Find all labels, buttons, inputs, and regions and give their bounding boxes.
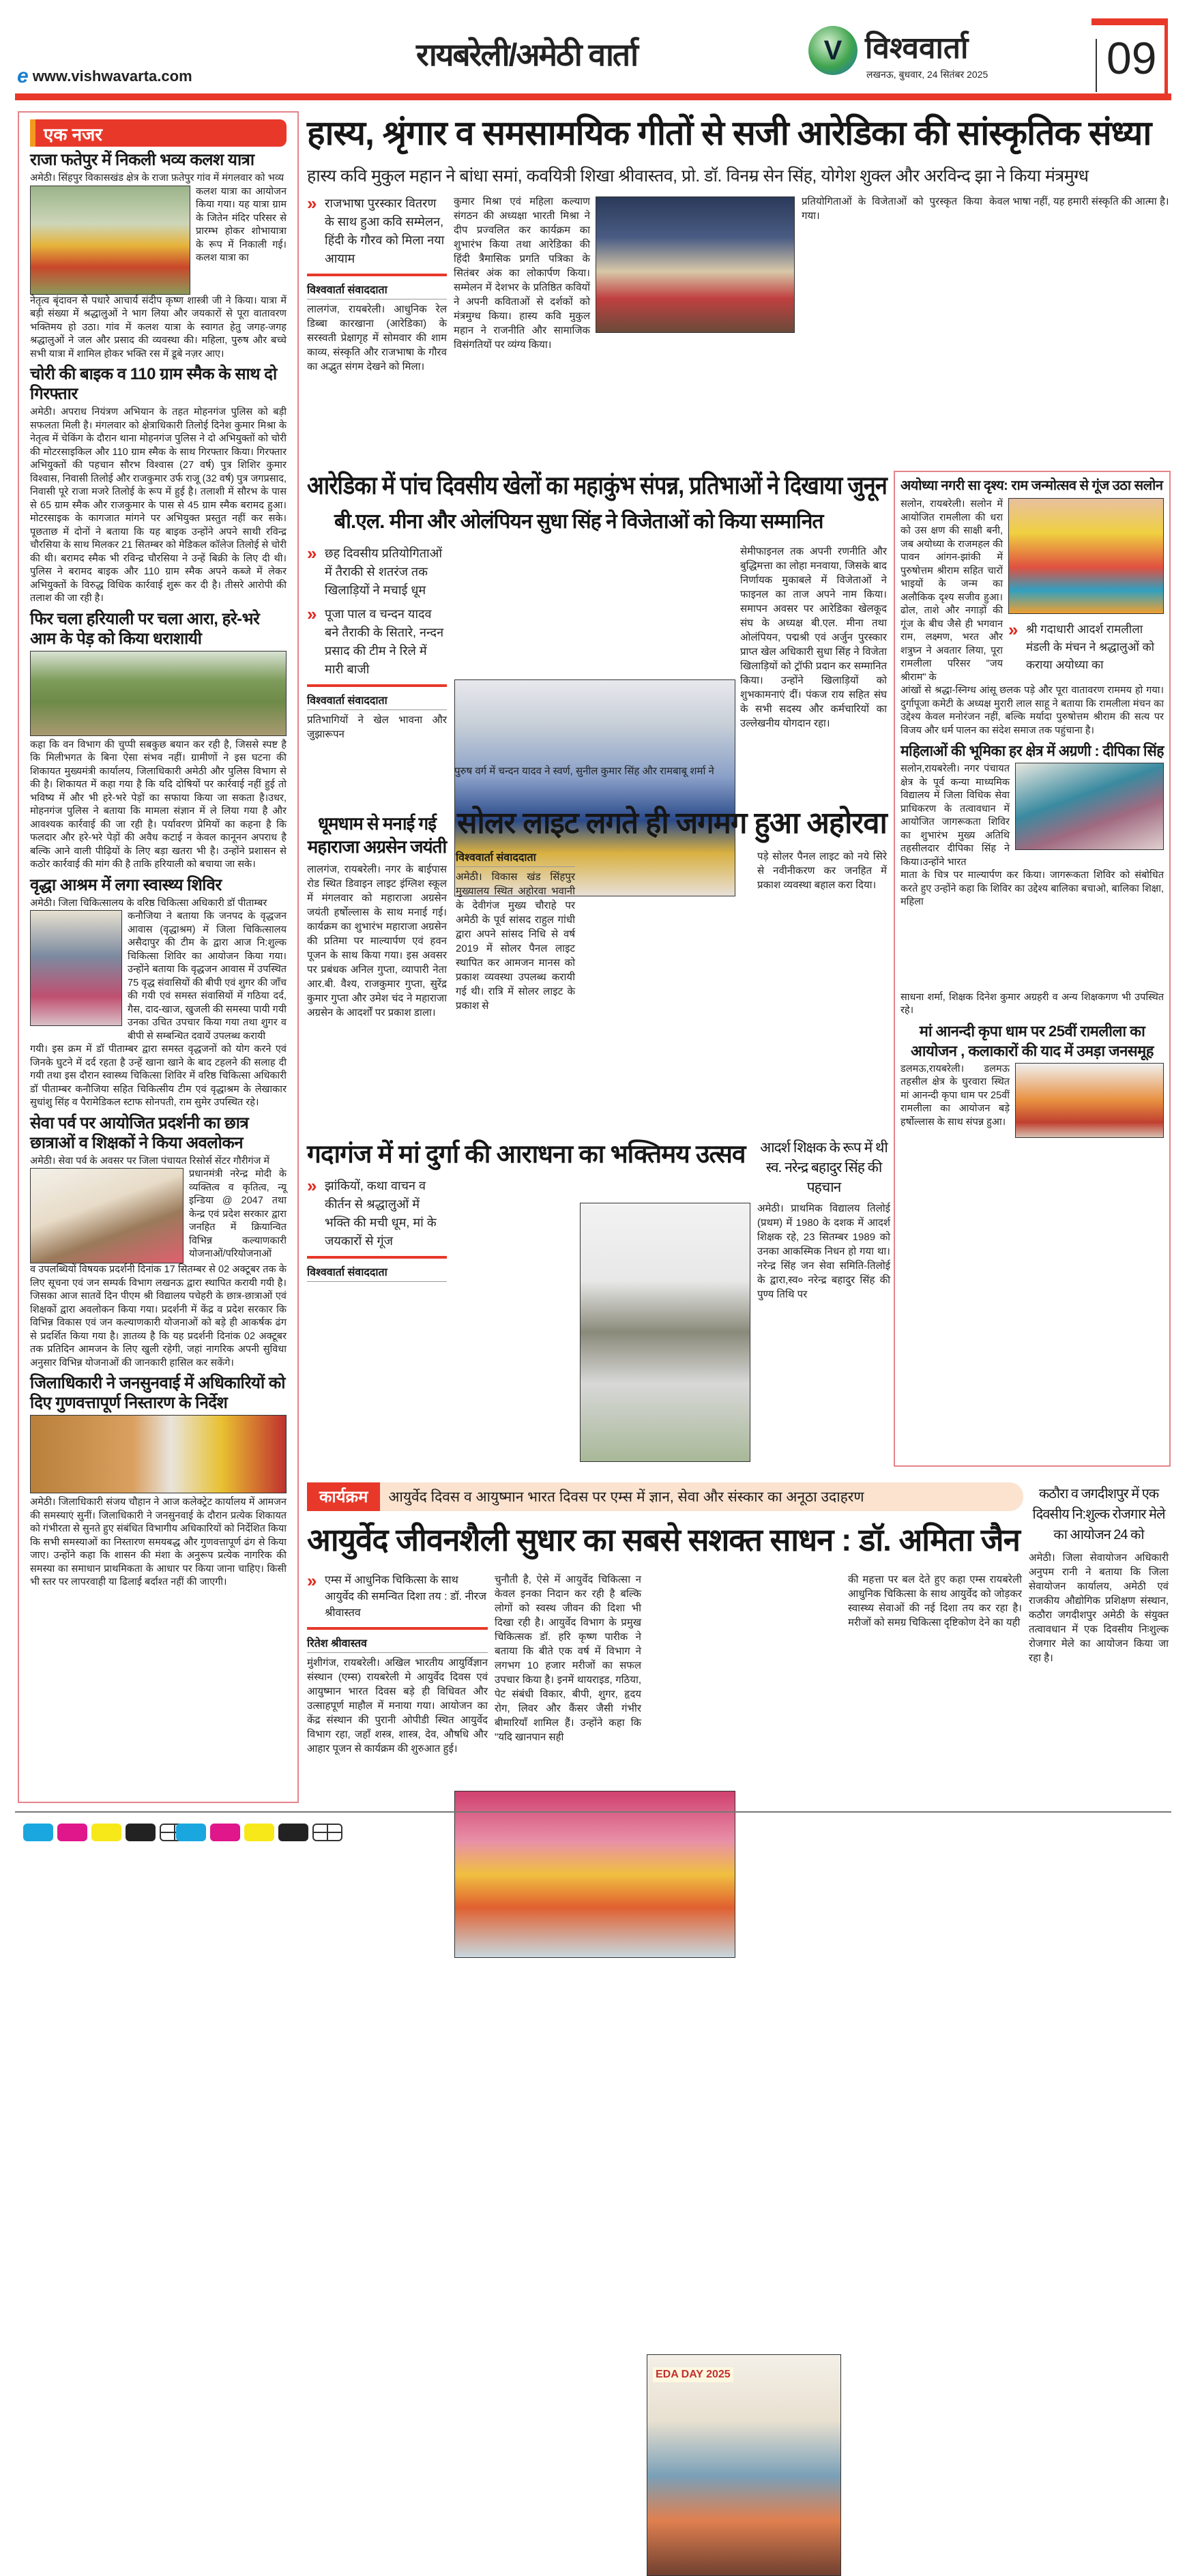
karyakram-bar — [307, 1482, 1023, 1511]
cyan-swatch — [176, 1824, 206, 1841]
ek-nazar-column — [18, 111, 299, 1803]
story-text: माता के चित्र पर माल्यार्पण कर किया। जागरूकता शिविर को संबोधित करते हुए उन्होंने कहा कि शिविर का उद्देश्य बालिका बचाओ, बालिका शिक्षा, महिला — [900, 870, 1164, 907]
story-text: पुरुष वर्ग में चन्दन यादव ने स्वर्ण, सुनील कुमार सिंह और रामबाबू शर्मा ने — [454, 765, 714, 777]
solar-headline: सोलर लाइट लगते ही जगमग हुआ अहोरवा — [457, 806, 887, 840]
magenta-swatch — [210, 1824, 240, 1841]
byline: विश्ववार्ता संवाददाता — [307, 282, 447, 299]
story-text: व उपलब्धियों विषयक प्रदर्शनी दिनांक 17 सितम्बर से 02 अक्टूबर तक के लिए सूचना एवं जन सम्पर्क विभाग लखनऊ द्वारा स्थापित करायी गयी है। जिसका आज सातवें दिन पीएम श्री विद्यालय पचेहरी के छात्र-छात्राओं एवं शिक्षकों द्वारा अवलोकन किया गया। प्रदर्शनी में केंद्र व प्रदेश सरकार कि विभिन्न विकास एवं जन कल्याणकारी योजनाओं को बड़े ही आकर्षक ढंग से प्रदर्शित किया गया है। ज्ञातव्य है कि यह प्रदर्शनी दिनांक 02 अक्टूबर तक प्रतिदिन आमजन के लिए खुली रहेगी, जहां नागरिक अपनी सुविधा अनुसार विभिन्न योजनाओं की जानकारी हासिल कर सकेंगे। — [30, 1264, 287, 1368]
ramleela-stage-photo — [1008, 498, 1164, 614]
story-text: सलोन, रायबरेली। सलोन में आयोजित रामलीला की धरा को उस क्षण की साक्षी बनी, जब अयोध्या के राजमहल की पावन आंगन-झांकी में पुरुषोत्तम श्रीराम सहित चारों भाइयों के जन्म का अलौकिक दृश्य सजीव हुआ। ढोल, ताशे और नगाड़ों की गूंज के बीच जैसे ही भगवान राम, लक्ष्मण, भरत और शत्रुघ्न ने अवतार लिया, पूरा रामलीला परिसर "जय श्रीराम" के — [900, 499, 1003, 683]
ayurveda-highlight: » एम्स में आधुनिक चिकित्सा के साथ आयुर्वेद की समन्वित दिशा तय : डॉ. नीरज श्रीवास्तव — [307, 1570, 487, 1619]
byline: विश्ववार्ता संवाददाता — [456, 849, 575, 867]
headline-health-camp: वृद्धा आश्रम में लगा स्वास्थ्य शिविर — [30, 875, 222, 894]
kalash-yatra-photo — [30, 186, 190, 295]
story-text: प्रतियोगिताओं के विजेताओं को पुरस्कृत किया गया। — [802, 196, 982, 222]
story-text: केवल भाषा नहीं, यह हमारी संस्कृति की आत्मा है। — [989, 196, 1169, 207]
story-text: डलमऊ,रायबरेली। डलमऊ तहसील क्षेत्र के घुरवारा स्थित मां आनन्दी कृपा धाम पर 25वीं रामलीला का आयोजन बड़े हर्षोल्लास के साथ संपन्न हुआ। — [900, 1063, 1010, 1128]
teacher-headline: आदर्श शिक्षक के रूप में थी स्व. नरेन्द्र बहादुर सिंह की पहचान — [760, 1140, 888, 1195]
headline-bike-smack: चोरी की बाइक व 110 ग्राम स्मैक के साथ दो गिरफ्तार — [30, 365, 277, 403]
story-text: आंखों से श्रद्धा-स्निग्ध आंसू छलक पड़े और पूरा वातावरण राममय हो गया। दुर्गापूजा कमेटी के अध्यक्ष मुरारी लाल साहू ने बताया कि रामलीला मंचन का उद्देश्य केवल मनोरंजन नहीं, बल्कि मर्यादा पुरुषोत्तम श्रीराम की सत्य पर विजय और धर्म पालन का संदेश समाज तक पहुंचाना है। — [900, 685, 1164, 736]
durga-highlight: » झांकियों, कथा वाचन व कीर्तन से श्रद्धालुओं में भक्ति की मची धूम, मां के जयकारों से गूंज — [307, 1175, 437, 1248]
story-text: प्रतिभागियों ने खेल भावना और जुझारूपन — [307, 714, 447, 740]
games-headline: आरेडिका में पांच दिवसीय खेलों का महाकुंभ संपन्न, प्रतिभाओं ने दिखाया जुनून — [307, 471, 887, 499]
browser-e-icon: e — [17, 65, 29, 87]
story-text: अमेठी। विकास खंड सिंहपुर मुख्यालय स्थित अहोरवा भवानी के देवीगंज मुख्य चौराहे पर अमेठी के पूर्व सांसद राहुल गांधी द्वारा अपने सांसद निधि से वर्ष 2019 में सोलर पैनल लाइट स्थापित कर आमजन मानस को प्रकाश व्यवस्था उपलब्ध करायी गई थी। रात्रि में सोलर लाइट के प्रकाश से — [456, 871, 575, 1012]
chevron-icon: » — [307, 1175, 317, 1196]
registration-marks — [23, 1824, 194, 1841]
brand-name: विश्ववार्ता — [865, 31, 969, 65]
headline-kalash-yatra: राजा फतेपुर में निकली भव्य कलश यात्रा — [30, 151, 254, 169]
ek-nazar-label: एक नजर — [30, 119, 287, 147]
story-text: कहा कि वन विभाग की चुप्पी सबकुछ बयान कर रही है, जिससे स्पष्ट है कि मिलीभगत के बिना ऐसा संभव नहीं। ग्रामीणों ने इस घटना की शिकायत मुख्यमंत्री कार्यालय, जिलाधिकारी अमेठी और पुलिस विभाग से की है। शिकायत में कहा गया है कि यदि दोषियों पर कार्रवाई नहीं हुई तो भविष्य में और भी हरे-भरे पेड़ों का सफाया किया जा सकता है।उधर, मोहनगंज पुलिस ने बताया कि मामला संज्ञान में ले लिया गया है और आवश्यक कार्रवाई की जा रही है। पर्यावरण प्रेमियों का कहना है कि फलदार और हरे-भरे पेड़ों की अवैध कटाई न केवल कानूनन अपराध है बल्कि आने वाली पीढ़ियों के लिए बड़ा खतरा भी है। उन्होंने प्रशासन से कठोर कार्रवाई की मांग की है ताकि हरियाली को बचाया जा सके। — [30, 739, 287, 870]
lead-subheadline: हास्य कवि मुकुल महान ने बांधा समां, कवयित्री शिखा श्रीवास्तव, प्रो. डॉ. विनम्र सेन सिंह, योगेश शुक्ल और अरविन्द झा ने किया मंत्रमुग्ध — [307, 166, 1089, 186]
yellow-swatch — [91, 1824, 121, 1841]
masthead — [0, 0, 1187, 102]
story-lead: अमेठी। सिंहपुर विकासखंड क्षेत्र के राजा फ़तेपुर गांव में मंगलवार को भव्य — [30, 173, 284, 184]
story-text: लालगंज, रायबरेली। नगर के बाईपास रोड स्थित डिवाइन लाइट इंग्लिश स्कूल में मंगलवार को महाराजा अग्रसेन जयंती हर्षोल्लास के साथ मनाई गई। कार्यक्रम का शुभारंभ महाराजा अग्रसेन की प्रतिमा पर माल्यार्पण एवं हवन पूजन के साथ किया गया। इस अवसर पर प्रबंधक अनिल गुप्ता, व्यापारी नेता आर.बी. वैश्य, राजकुमार गुप्ता, सुरेंद्र कुमार गुप्ता और उमेश चंद ने महाराजा अग्रसेन के आदर्शों पर प्रकाश डाला। — [307, 864, 447, 1019]
section-title: रायबरेली/अमेठी वार्ता — [416, 37, 638, 72]
story-text: की महत्ता पर बल देते हुए कहा एम्स रायबरेली आधुनिक चिकित्सा के साथ आयुर्वेद को जोड़कर स्वास्थ्य सेवाओं की नई दिशा तय कर रहा है। मरीजों को समग्र चिकित्सा दृष्टिकोण देने का यही — [848, 1574, 1022, 1628]
awareness-camp-photo — [1015, 763, 1164, 850]
agrasen-headline: धूमधाम से मनाई गई महाराजा अग्रसेन जयंती — [307, 813, 447, 857]
story-lead: अमेठी। सेवा पर्व के अवसर पर जिला पंचायत रिसोर्स सेंटर गौरीगंज में — [30, 1155, 270, 1167]
chevron-icon: » — [1008, 619, 1019, 640]
headline-tree-cutting: फिर चला हरियाली पर चला आरा, हरे-भरे आम के पेड़ को किया धराशायी — [30, 609, 260, 648]
health-camp-photo — [30, 910, 122, 1026]
games-highlight: » पूजा पाल व चन्दन यादव बने तैराकी के सितारे, नन्दन प्रसाद की टीम ने रिले में मारी बाजी — [307, 604, 444, 676]
story-text: अमेठी। जिलाधिकारी संजय चौहान ने आज कलेक्ट्रेट कार्यालय में आमजन की समस्याएं सुनीं। जिलाधिकारी ने जनसुनवाई के दौरान प्रत्येक शिकायत को गंभीरता से सुनते हुए संबंधित विभागीय अधिकारियों को निर्देशित किया कि सभी समस्याओं का निस्तारण समयबद्ध और गुणवत्तापूर्ण ढंग से किया जाए। उन्होंने कहा कि शासन की मंशा के अनुरूप प्रत्येक नागरिक की समस्या का समाधान प्राथमिकता के आधार पर किया जाना चाहिए। किसी भी स्तर पर लापरवाही या ढिलाई बर्दाश्त नहीं की जाएगी। — [30, 1497, 287, 1587]
photo-banner-text: EDA DAY 2025 — [653, 2367, 733, 2382]
cyan-swatch — [23, 1824, 53, 1841]
byline: रितेश श्रीवास्तव — [307, 1635, 488, 1653]
story-text: चुनौती है, ऐसे में आयुर्वेद चिकित्सा न केवल इनका निदान कर रही है बल्कि लोगों को स्वस्थ जीवन की दिशा भी दिखा रही है। आयुर्वेद विभाग के प्रमुख चिकित्सक डॉ. हरि कृष्ण पारीक ने बताया कि बीते एक वर्ष में विभाग ने लगभग 10 हजार मरीजों का सफल उपचार किया है। इनमें थायराइड, गठिया, पेट संबंधी विकार, बीपी, शुगर, हृदय रोग, लिवर और कैंसर जैसी गंभीर बीमारियाँ शामिल हैं। उन्होंने कहा कि "यदि खानपान सही — [495, 1574, 641, 1743]
poets-stage-photo — [596, 196, 795, 333]
website-link[interactable]: e www.vishwavarta.com — [17, 65, 192, 87]
story-text: प्रधानमंत्री नरेन्द्र मोदी के व्यक्तित्व व कृतित्व, न्यू इन्डिया @ 2047 तथा केन्द्र एवं प्रदेश सरकार द्वारा जनहित में क्रियान्वित विभिन्न कल्याणकारी योजनाओं/परियोजनाओं — [189, 1169, 287, 1259]
headline-jansunwai: जिलाधिकारी ने जनसुनवाई में अधिकारियों को दिए गुणवत्तापूर्ण निस्तारण के निर्देश — [30, 1374, 285, 1412]
story-text: नेतृत्व बृंदावन से पधारे आचार्य संदीप कृष्ण शास्त्री जी ने किया। यात्रा में बड़ी संख्या में श्रद्धालुओं ने भाग लिया और जयकारों से पूरा वातावरण भक्तिमय हो उठा। गांव में कलश यात्रा के स्वागत हेतु जगह-जगह श्रद्धालुओं ने जल और प्रसाद की व्यवस्था की। महिला, पुरुष और बच्चे सभी यात्रा में शामिल होकर भक्ति रस में डूबे नज़र आए। — [30, 295, 287, 360]
dateline: लखनऊ, बुधवार, 24 सितंबर 2025 — [866, 69, 988, 80]
right-column-box — [894, 471, 1171, 1467]
story-text: कलश यात्रा का आयोजन किया गया। यह यात्रा ग्राम के जितेन मंदिर परिसर से प्रारम्भ होकर शोभायात्रा के रूप में निकाली गई। कलश यात्रा का — [196, 186, 287, 263]
story-text: मुंशीगंज, रायबरेली। अखिल भारतीय आयुर्विज्ञान संस्थान (एम्स) रायबरेली मे आयुर्वेद दिवस एवं आयुष्मान भारत दिवस बड़े ही विधिवत और उत्साहपूर्ण माहौल में मनाया गया। आयोजन का केंद्र संस्थान की पुरानी ओपीडी स्थित आयुर्वेद विभाग रहा, जहाँ शस्त्र, शास्त्र, देव, औषधि और आहार पूजन से कार्यक्रम की शुरुआत हुई। — [307, 1657, 488, 1755]
story-text: अमेठी। प्राथमिक विद्यालय तिलोई (प्रथम) में 1980 के दशक में आदर्श शिक्षक रहे, 23 सितम्बर 1989 को उनका आकस्मिक निधन हो गया था। नरेन्द्र सिंह जन सेवा समिति-तिलोई के द्वारा,स्व० नरेन्द्र बहादुर सिंह की पुण्य तिथि पर — [757, 1203, 890, 1300]
ramleela-headline: मां आनन्दी कृपा धाम पर 25वीं रामलीला का आयोजन , कलाकारों की याद में उमड़ा जनसमूह — [911, 1022, 1154, 1059]
games-highlight: » छह दिवसीय प्रतियोगिताओं में तैराकी से शतरंज तक खिलाड़ियों ने मचाई धूम — [307, 543, 443, 597]
ayurveda-headline: आयुर्वेद जीवनशैली सुधार का सबसे सशक्त साधन : डॉ. अमिता जैन — [307, 1522, 1020, 1557]
ayurveda-day-photo — [647, 2354, 841, 2576]
chevron-icon: » — [307, 543, 317, 564]
chevron-icon: » — [307, 193, 317, 214]
section-tag: कार्यक्रम — [307, 1482, 380, 1511]
headline-seva-parv: सेवा पर्व पर आयोजित प्रदर्शनी का छात्र छात्राओं व शिक्षकों ने किया अवलोकन — [30, 1113, 249, 1152]
solar-light-photo — [580, 1203, 750, 1462]
lead-headline: हास्य, श्रृंगार व समसामयिक गीतों से सजी आरेडिका की सांस्कृतिक संध्या — [307, 114, 1152, 152]
chevron-icon: » — [307, 604, 317, 624]
durga-headline: गदागंज में मां दुर्गा की आराधना का भक्तिमय उत्सव — [307, 1140, 746, 1168]
story-text: अमेठी। जिला सेवायोजन अधिकारी अनुपम रानी ने बताया कि जिला सेवायोजन कार्यालय, अमेठी एवं राजकीय औद्योगिक प्रशिक्षण संस्थान, कठौरा जगदीशपुर अमेठी के संयुक्त तत्वावधान में एक दिवसीय निःशुल्क रोजगार मेले का आयोजन किया जा रहा है। — [1029, 1552, 1169, 1664]
lead-highlight: » राजभाषा पुरस्कार वितरण के साथ हुआ कवि सम्मेलन, हिंदी के गौरव को मिला नया आयाम — [307, 193, 445, 265]
story-text: कुमार मिश्रा एवं महिला कल्याण संगठन की अध्यक्षा भारती मिश्रा ने दीप प्रज्वलित कर कार्यक्रम का शुभारंभ किया तथा आरेडिका की हिंदी त्रैमासिक प्रगति पत्रिका के सितंबर अंक का लोकार्पण किया। सम्मेलन में देशभर के प्रतिष्ठित कवियों ने अपनी कविताओं से दर्शकों को मंत्रमुग्ध किया। हास्य कवि मुकुल महान ने राजनीति और सामाजिक विसंगतियों पर व्यंग्य किया। — [454, 196, 590, 351]
ayurveda-kicker: आयुर्वेद दिवस व आयुष्मान भारत दिवस पर एम्स में ज्ञान, सेवा और संस्कार का अनूठा उदाहरण — [388, 1489, 864, 1505]
black-swatch — [126, 1824, 156, 1841]
registration-marks — [176, 1824, 347, 1841]
story-text: गयी। इस क्रम में डॉ पीताम्बर द्वारा समस्त वृद्धजनों को योग करने एवं जिनके घुटने में दर्द रहता है उन्हें खाना खाने के बाद टहलने की सलाह दी गयी तथा इस दौरान स्वास्थ्य चिकित्सा शिविर में वरिष्ठ चिकित्सा अधिकारी डॉ पीताम्बर कनौजिया सहित चिकित्सीय टीम एवं वृद्धाश्रम के लेखाकार सुधांशु सिंह व पैरामेडिकल स्टाफ सोनपती, राम सुमेर उपस्थित रहे। — [30, 1044, 287, 1108]
deepika-headline: महिलाओं की भूमिका हर क्षेत्र में अग्रणी : दीपिका सिंह — [900, 742, 1164, 759]
page-number: 09 — [1107, 33, 1157, 83]
crosshair-icon — [312, 1824, 342, 1841]
page-footer-rule — [15, 1811, 1171, 1813]
ayodhya-headline: अयोध्या नगरी सा दृश्य: राम जन्मोत्सव से गूंज उठा सलोन — [900, 478, 1163, 493]
ayodhya-highlight: » श्री गदाधारी आदर्श रामलीला मंडली के मंचन ने श्रद्धालुओं को कराया अयोध्या का — [1008, 619, 1155, 671]
story-lead: अमेठी। जिला चिकित्सालय के वरिष्ठ चिकित्सा अधिकारी डॉ पीताम्बर — [30, 897, 267, 909]
story-text: सलोन,रायबरेली। नगर पंचायत क्षेत्र के पूर्व कन्या माध्यमिक विद्यालय में जिला विधिक सेवा प्राधिकरण के तत्वावधान में आयोजित जागरूकता शिविर का शुभारंभ मुख्य अतिथि तहसीलदार दीपिका सिंह ने किया।उन्होंने भारत — [900, 763, 1010, 868]
ramleela-felicitation-photo — [1015, 1063, 1164, 1138]
yellow-swatch — [244, 1824, 274, 1841]
tree-cutting-photo — [30, 651, 287, 736]
story-text: कनौजिया ने बताया कि जनपद के वृद्धजन आवास (वृद्धाश्रम) में जिला चिकित्सालय असैदापुर की टीम के द्वारा आज नि:शुल्क चिकित्सा शिविर का आयोजन किया गया। उन्होंने बताया कि वृद्धजन आवास में उपस्थित 75 वृद्ध संवासियों की बीपी एवं शुगर की जाँच की गयी एवं समस्त संवासियों में गठिया दर्द, गैस, दाद-खाज, खुजली की समस्या पायी गयी उनका उचित उपचार किया गया तथा शुगर व बीपी से सम्बन्धित दवायें उपलब्ध करायी — [128, 911, 287, 1042]
games-subheadline: बी.एल. मीना और ओलंपियन सुधा सिंह ने विजेताओं को किया सम्मानित — [334, 510, 823, 533]
story-text: साधना शर्मा, शिक्षक दिनेश कुमार अग्रहरी व अन्य शिक्षकगण भी उपस्थित रहे। — [900, 991, 1164, 1016]
story-text: अमेठी। अपराध नियंत्रण अभियान के तहत मोहनगंज पुलिस को बड़ी सफलता मिली है। मंगलवार को क्षेत्राधिकारी तिलोई दिनेश कुमार मिश्रा के नेतृत्व में चेकिंग के दौरान थाना मोहनगंज पुलिस ने दो अभियुक्तों को चोरी की मोटरसाइकिल और 110 ग्राम स्मैक के साथ गिरफ्तार किया। गिरफ्तार अभियुक्तों की पहचान सौरभ विश्वास (27 वर्ष) पुत्र शिशिर कुमार विश्वास, निवासी तिलोई और राजकुमार उर्फ राजू (32 वर्ष) पुत्र जगप्रसाद, निवासी पूरे राजा मजरे तिलोई के रूप में हुई है। तलाशी में सौरभ के पास से 65 ग्राम स्मैक और राजकुमार के पास से 45 ग्राम स्मैक बरामद हुआ। मोटरसाइक के कागजात मांगने पर अभियुक्त प्रस्तुत नहीं कर सके। पूछताछ में दोनों ने बताया कि यह बाइक उन्होंने अपने साथी रविन्द्र चौरसिया के साथ मिलकर 21 सितम्बर को मेडिकल कॉलेज तिलोई से चोरी की थी। बरामद स्मैक भी रविन्द्र चौरसिया ने उन्हें बिक्री के लिए दी थी।पुलिस ने बरामद बाइक और 110 ग्राम स्मैक अपने कब्जे में लेकर अभियुक्तों के विरुद्ध विधिक कार्रवाई शुरू कर दी है। तीसरे आरोपी की तलाश की जा रही है। — [30, 407, 287, 604]
page-number-box — [1091, 18, 1168, 99]
story-text: सेमीफाइनल तक अपनी रणनीति और बुद्धिमत्ता का लोहा मनवाया, जिसके बाद निर्णायक मुकाबले में विजेताओं ने फाइनल का ताज अपने नाम किया। समापन अवसर पर आरेडिका खेलकूद संघ के अध्यक्ष बी.एल. मीना तथा ओलंपियन, पद्मश्री एवं अर्जुन पुरस्कार प्राप्त खेल अधिकारी सुधा सिंह ने विजेता खिलाड़ियों को ट्रॉफी प्रदान कर सम्मानित किया। उन्होंने खिलाड़ियों को शुभकामनाएं दीं। पंकज राय सहित संघ के सभी सदस्य और कर्मचारियों का उल्लेखनीय योगदान रहा। — [740, 546, 887, 729]
byline: विश्ववार्ता संवाददाता — [307, 692, 447, 710]
story-text: लालगंज, रायबरेली। आधुनिक रेल डिब्बा कारखाना (आरेडिका) के सरस्वती प्रेक्षागृह में सोमवार की शाम काव्य, संस्कृति और राजभाषा के गौरव का अद्भुत संगम देखने को मिला। — [307, 304, 447, 372]
black-swatch — [278, 1824, 308, 1841]
byline: विश्ववार्ता संवाददाता — [307, 1264, 447, 1282]
header-red-bar — [15, 93, 1171, 100]
story-text: पड़े सोलर पैनल लाइट को नये सिरे से नवीनीकरण कर जनहित में प्रकाश व्यवस्था बहाल करा दिया। — [757, 851, 887, 891]
brand-logo-icon: V — [808, 26, 858, 75]
exhibition-photo — [30, 1168, 184, 1263]
chevron-icon: » — [307, 1570, 317, 1591]
magenta-swatch — [57, 1824, 87, 1841]
durga-pandal-photo — [454, 1791, 735, 1958]
rojgar-headline: कठौरा व जगदीशपुर में एक दिवसीय नि:शुल्क रोजगार मेले का आयोजन 24 को — [1032, 1487, 1165, 1542]
jansunwai-photo — [30, 1415, 287, 1493]
